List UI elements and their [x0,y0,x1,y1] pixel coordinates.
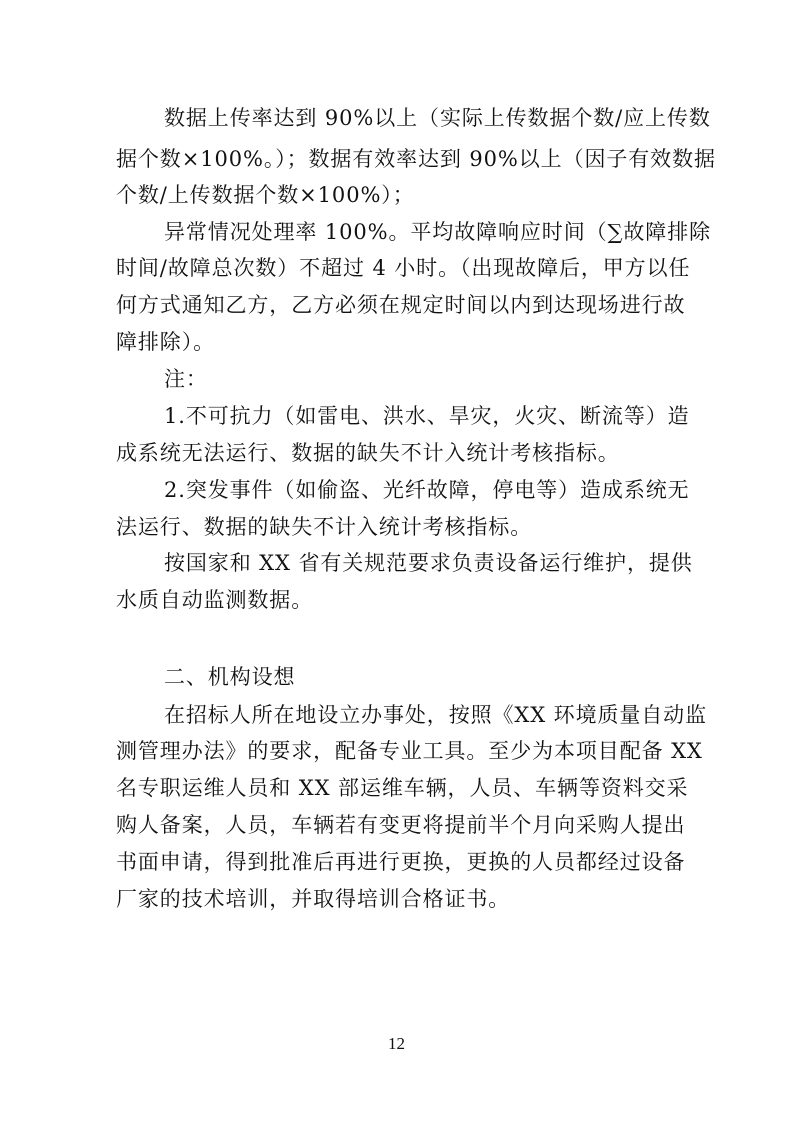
paragraph-line: 异常情况处理率 100%。平均故障响应时间（∑故障排除 [164,220,712,244]
paragraph-line: 法运行、数据的缺失不计入统计考核指标。 [116,515,533,539]
paragraph-line: 个数/上传数据个数×100%）； [116,183,415,207]
paragraph-line: 2.突发事件（如偷盗、光纤故障，停电等）造成系统无 [164,478,690,502]
paragraph-line: 障排除）。 [116,330,215,354]
paragraph-line: 名专职运维人员和 XX 部运维车辆，人员、车辆等资料交采 [116,776,689,800]
paragraph-line: 数据上传率达到 90%以上（实际上传数据个数/应上传数 [164,106,711,130]
paragraph-line: 厂家的技术培训，并取得培训合格证书。 [116,887,511,911]
page-number: 12 [388,1034,405,1053]
paragraph-line: 何方式通知乙方，乙方必须在规定时间以内到达现场进行故 [116,293,686,317]
paragraph-line: 购人备案，人员，车辆若有变更将提前半个月向采购人提出 [116,813,686,837]
paragraph-line: 时间/故障总次数）不超过 4 小时。（出现故障后，甲方以任 [116,256,691,280]
paragraph-line: 水质自动监测数据。 [116,588,314,612]
paragraph-line: 测管理办法》的要求，配备专业工具。至少为本项目配备 XX [116,739,703,763]
paragraph-line: 按国家和 XX 省有关规范要求负责设备运行维护，提供 [164,551,693,575]
paragraph-line: 书面申请，得到批准后再进行更换，更换的人员都经过设备 [116,850,686,874]
paragraph-line: 1.不可抗力（如雷电、洪水、旱灾，火灾、断流等）造 [164,404,690,428]
section-heading: 二、机构设想 [164,665,296,689]
paragraph-line: 在招标人所在地设立办事处，按照《XX 环境质量自动监 [164,703,707,727]
paragraph-line: 据个数×100%。）；数据有效率达到 90%以上（因子有效数据 [116,147,716,171]
note-heading: 注： [164,367,208,391]
paragraph-line: 成系统无法运行、数据的缺失不计入统计考核指标。 [116,441,620,465]
